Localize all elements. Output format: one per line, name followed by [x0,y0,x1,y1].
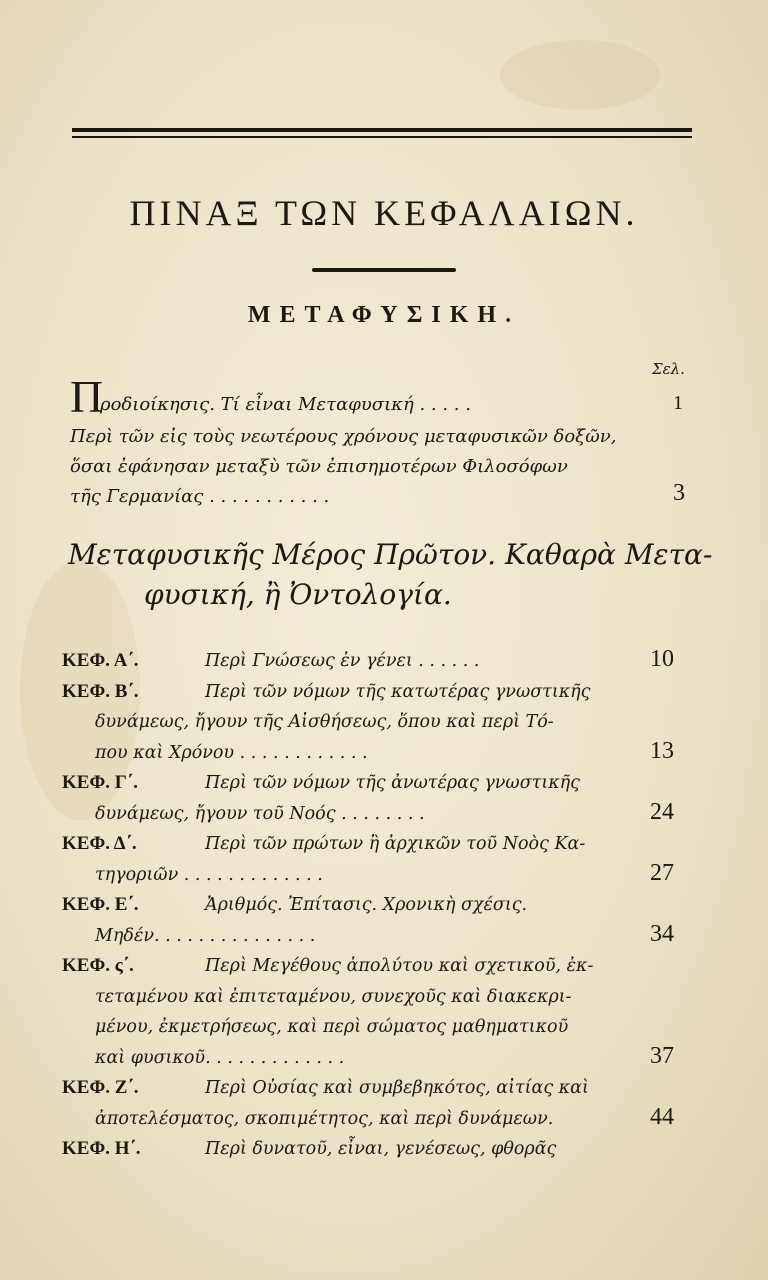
page-number: 34 [650,920,674,947]
intro-entry-text: ὅσαι ἐφάνησαν μεταξὺ τῶν ἐπισημοτέρων Φιλοσόφων [70,456,568,477]
page-title: ΠΙΝΑΞ ΤΩΝ ΚΕΦΑΛΑΙΩΝ. [129,193,639,233]
subject-heading: ΜΕΤΑΦΥΣΙΚΗ. [247,302,521,328]
chapter-label: ΚΕΦ. Η΄. [62,1138,141,1159]
chapter-title-line: δυνάμεως, ἤγουν τοῦ Νοός . . . . . . . . [95,803,425,824]
chapter-label: ΚΕΦ. Α΄. [62,650,139,671]
chapter-title-line: που καὶ Χρόνου . . . . . . . . . . . . [95,742,368,763]
chapter-title-line: μένου, ἐκμετρήσεως, καὶ περὶ σώματος μαθηματικοῦ [95,1017,569,1037]
chapter-title-line: Περὶ τῶν πρώτων ἢ ἀρχικῶν τοῦ Νοὸς Κα- [205,834,586,854]
chapter-label: ΚΕΦ. Β΄. [62,680,139,702]
chapter-label: ΚΕΦ. Γ΄. [62,772,138,793]
page-number: 44 [650,1103,674,1130]
page-column-label: Σελ. [652,360,685,378]
chapter-title-line: ἀποτελέσματος, σκοπιμέτητος, καὶ περὶ δυνάμεων. [95,1108,554,1129]
chapter-title-line: Περὶ τῶν νόμων τῆς ἀνωτέρας γνωστικῆς [205,773,580,793]
chapter-label: ΚΕΦ. ς΄. [62,955,134,976]
chapter-title-line: Περὶ Μεγέθους ἀπολύτου καὶ σχετικοῦ, ἐκ- [205,956,594,976]
chapter-title-line: τηγοριῶν . . . . . . . . . . . . . [95,864,323,885]
section-heading: φυσική, ἢ Ὀντολογία. [144,578,452,611]
page-number: 24 [650,798,674,825]
paper-stain [500,40,660,110]
chapter-title-line: Ἀριθμός. Ἐπίτασις. Χρονικὴ σχέσις. [205,895,528,915]
drop-cap: Π [70,371,104,422]
chapter-label: ΚΕΦ. Ε΄. [62,894,139,915]
intro-entry-text: Περὶ τῶν εἰς τοὺς νεωτέρους χρόνους μεταφυσικῶν δοξῶν, [70,426,617,447]
page-number: 3 [673,480,685,506]
intro-entry-text: τῆς Γερμανίας . . . . . . . . . . . [70,486,330,507]
chapter-title-line: Περὶ Οὐσίας καὶ συμβεβηκότος, αἰτίας καὶ [205,1078,589,1098]
section-heading: Μεταφυσικῆς Μέρος Πρῶτον. Καθαρὰ Μετα- [68,538,713,571]
page-number: 27 [650,859,674,886]
title-divider [312,268,456,272]
page-number: 1 [673,392,683,414]
page-number: 10 [650,646,674,672]
chapter-title-line: Περὶ Γνώσεως ἐν γένει . . . . . . [205,651,480,671]
chapter-title-line: Περὶ δυνατοῦ, εἶναι, γενέσεως, φθορᾶς [205,1139,557,1159]
chapter-title-line: καὶ φυσικοῦ. . . . . . . . . . . . . [95,1047,345,1068]
page-number: 37 [650,1042,674,1069]
top-rule-thin [72,136,692,138]
chapter-label: ΚΕΦ. Δ΄. [62,833,137,854]
chapter-title-line: τεταμένου καὶ ἐπιτεταμένου, συνεχοῦς καὶ διακεκρι- [95,986,572,1007]
chapter-title-line: Μηδέν. . . . . . . . . . . . . . . [95,925,316,946]
chapter-title-line: δυνάμεως, ἤγουν τῆς Αἰσθήσεως, ὅπου καὶ περὶ Τό- [95,712,554,732]
chapter-title-line: Περὶ τῶν νόμων τῆς κατωτέρας γνωστικῆς [205,681,591,702]
intro-entry-text: ροδιοίκησις. Τί εἶναι Μεταφυσική . . . . . [100,394,471,415]
page-number: 13 [650,737,674,764]
chapter-label: ΚΕΦ. Ζ΄. [62,1077,139,1098]
top-rule [72,128,692,132]
